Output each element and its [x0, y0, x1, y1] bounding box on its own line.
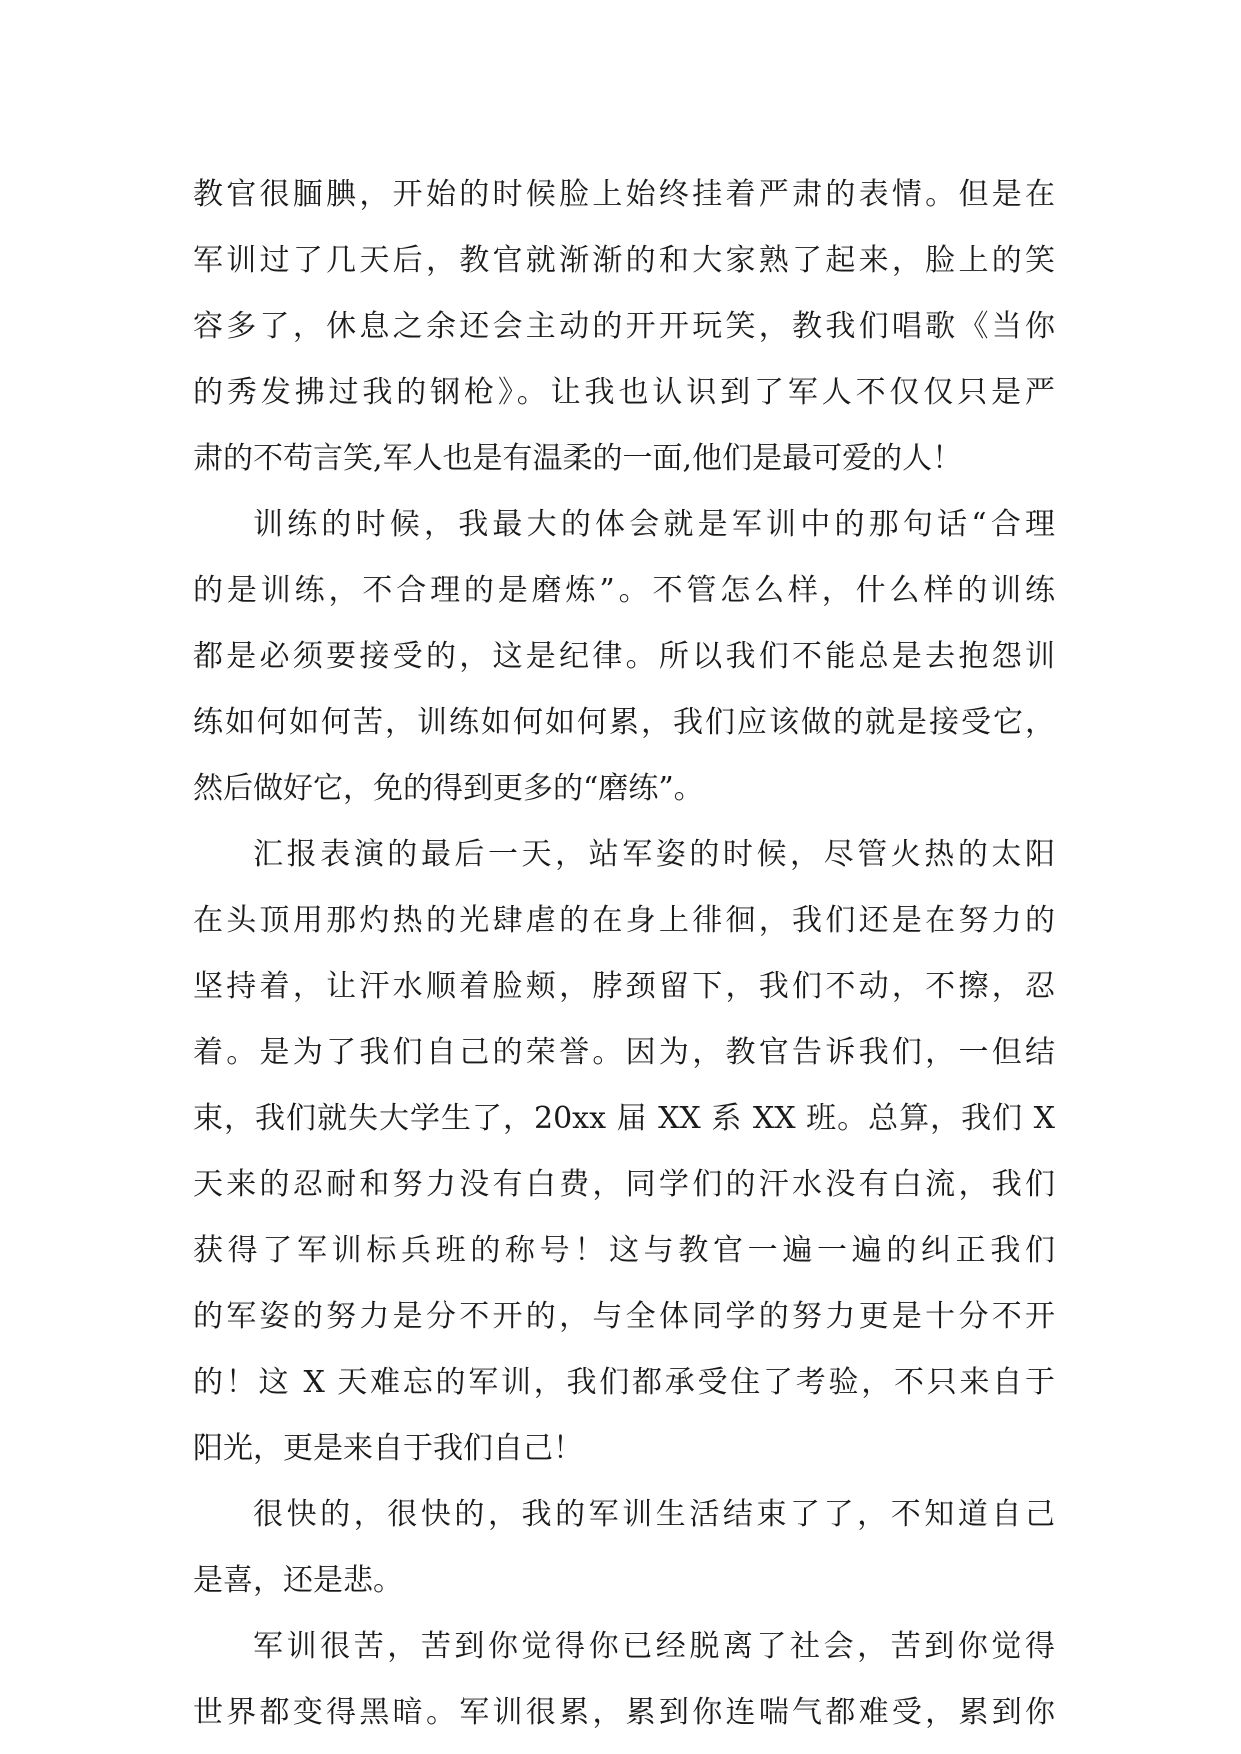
text-line: 训练的时候，我最大的体会就是军训中的那句话“合理: [253, 507, 1055, 542]
text-line: 的！这 X 天难忘的军训，我们都承受住了考验，不只来自于: [193, 1365, 1055, 1400]
text-line: 的秀发拂过我的钢枪》。让我也认识到了军人不仅仅只是严: [193, 375, 1055, 410]
text-line: 阳光，更是来自于我们自己！: [193, 1431, 583, 1466]
text-line: 军训很苦，苦到你觉得你已经脱离了社会，苦到你觉得: [253, 1629, 1055, 1664]
text-line: 世界都变得黑暗。军训很累，累到你连喘气都难受，累到你: [193, 1695, 1055, 1730]
text-line: 的军姿的努力是分不开的，与全体同学的努力更是十分不开: [193, 1299, 1055, 1334]
paragraph: [193, 822, 1055, 1482]
paragraph: [193, 1614, 1055, 1746]
text-line: 是喜，还是悲。: [193, 1563, 403, 1598]
text-line: 都是必须要接受的，这是纪律。所以我们不能总是去抱怨训: [193, 639, 1055, 674]
text-line: 肃的不苟言笑,军人也是有温柔的一面,他们是最可爱的人！: [193, 441, 963, 476]
text-line: 很快的，很快的，我的军训生活结束了了，不知道自己: [253, 1497, 1055, 1532]
text-line: 获得了军训标兵班的称号！这与教官一遍一遍的纠正我们: [193, 1233, 1055, 1268]
text-line: 的是训练，不合理的是磨炼”。不管怎么样，什么样的训练: [193, 573, 1055, 608]
text-line: 教官很腼腆，开始的时候脸上始终挂着严肃的表情。但是在: [193, 177, 1055, 212]
text-line: 坚持着，让汗水顺着脸颊，脖颈留下，我们不动，不擦，忍: [193, 969, 1055, 1004]
text-line: 汇报表演的最后一天，站军姿的时候，尽管火热的太阳: [253, 837, 1055, 872]
paragraph: [193, 162, 1055, 492]
text-line: 军训过了几天后，教官就渐渐的和大家熟了起来，脸上的笑: [193, 243, 1055, 278]
text-line: 天来的忍耐和努力没有白费，同学们的汗水没有白流，我们: [193, 1167, 1055, 1202]
text-line: 练如何如何苦，训练如何如何累，我们应该做的就是接受它，: [193, 705, 1055, 740]
text-line: 着。是为了我们自己的荣誉。因为，教官告诉我们，一但结: [193, 1035, 1055, 1070]
document-body: [193, 162, 1055, 1746]
paragraph: [193, 492, 1055, 822]
text-line: 然后做好它，免的得到更多的“磨练”。: [193, 771, 704, 806]
text-line: 容多了，休息之余还会主动的开开玩笑，教我们唱歌《当你: [193, 309, 1055, 344]
text-line: 在头顶用那灼热的光肆虐的在身上徘徊，我们还是在努力的: [193, 903, 1055, 938]
paragraph: [193, 1482, 1055, 1614]
text-line: 束，我们就失大学生了，20xx 届 XX 系 XX 班。总算，我们 X: [193, 1101, 1055, 1136]
